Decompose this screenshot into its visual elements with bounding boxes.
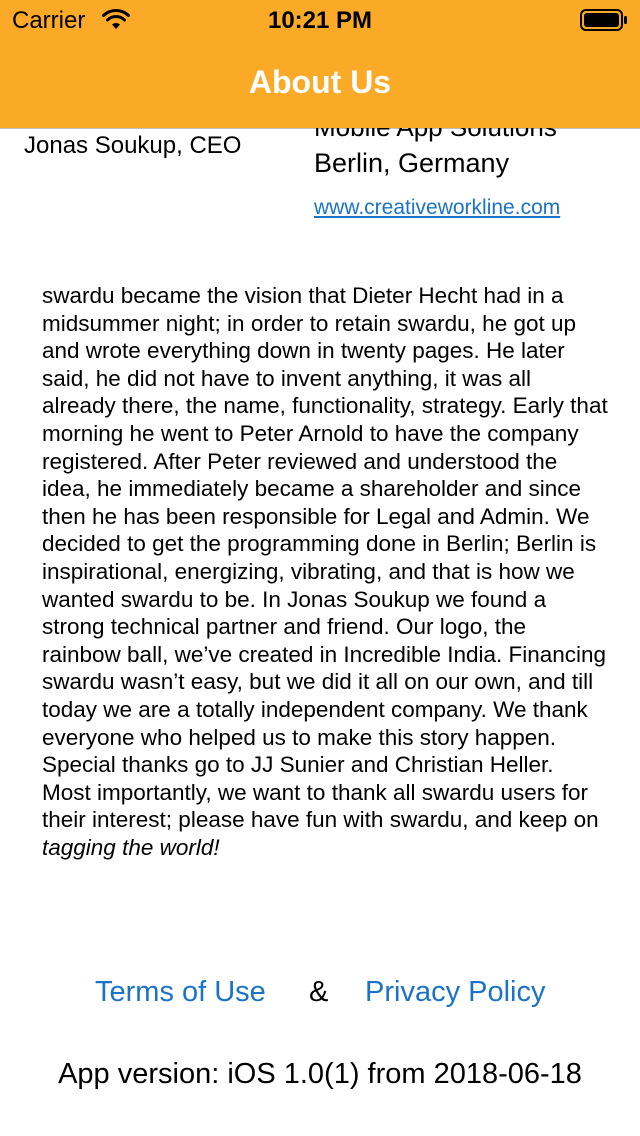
terms-of-use-link[interactable]: Terms of Use — [95, 976, 266, 1008]
content-scroll-view[interactable] — [0, 128, 640, 1136]
about-story — [42, 282, 608, 861]
website-link[interactable]: www.creativeworkline.com — [314, 196, 561, 219]
app-version: App version: iOS 1.0(1) from 2018-06-18 — [58, 1058, 582, 1090]
page-title: About Us — [248, 64, 392, 100]
company-city: Berlin, Germany — [314, 148, 510, 178]
nav-header — [0, 0, 640, 128]
ampersand: & — [309, 976, 329, 1008]
clock: 10:21 PM — [267, 7, 373, 34]
privacy-policy-link[interactable]: Privacy Policy — [365, 976, 546, 1008]
carrier-label: Carrier — [12, 7, 86, 34]
battery-icon — [580, 8, 628, 32]
ceo-name: Jonas Soukup, CEO — [24, 132, 242, 159]
story-tagline: tagging the world! — [42, 834, 220, 860]
legal-links — [0, 976, 640, 1016]
status-bar — [0, 0, 640, 40]
story-text: swardu became the vision that Dieter Hecht had in a midsummer night; in order to retain swardu, he got up and wrote everything down in twenty pages. He later said, he did not have to invent anything, it was all already there, the name, functionality, strategy. Early that morning he went to Peter Arnold to have the company registered. After Peter reviewed and understood the idea, he immediately became a shareholder and since then he has been responsible for Legal and Admin. We decided to get the programming done in Berlin; Berlin is inspirational, energizing, vibrating, and that is how we wanted swardu to be. In Jonas Soukup we found a strong technical partner and friend. Our logo, the rainbow ball, we’ve created in Incredible India. Financing swardu wasn’t easy, but we did it all on our own, and till today we are a totally independent company. We thank everyone who helped us to make this story happen. Special thanks go to JJ Sunier and Christian Heller. Most importantly, we want to thank all swardu users for their interest; please have fun with swardu, and keep on — [42, 283, 608, 833]
